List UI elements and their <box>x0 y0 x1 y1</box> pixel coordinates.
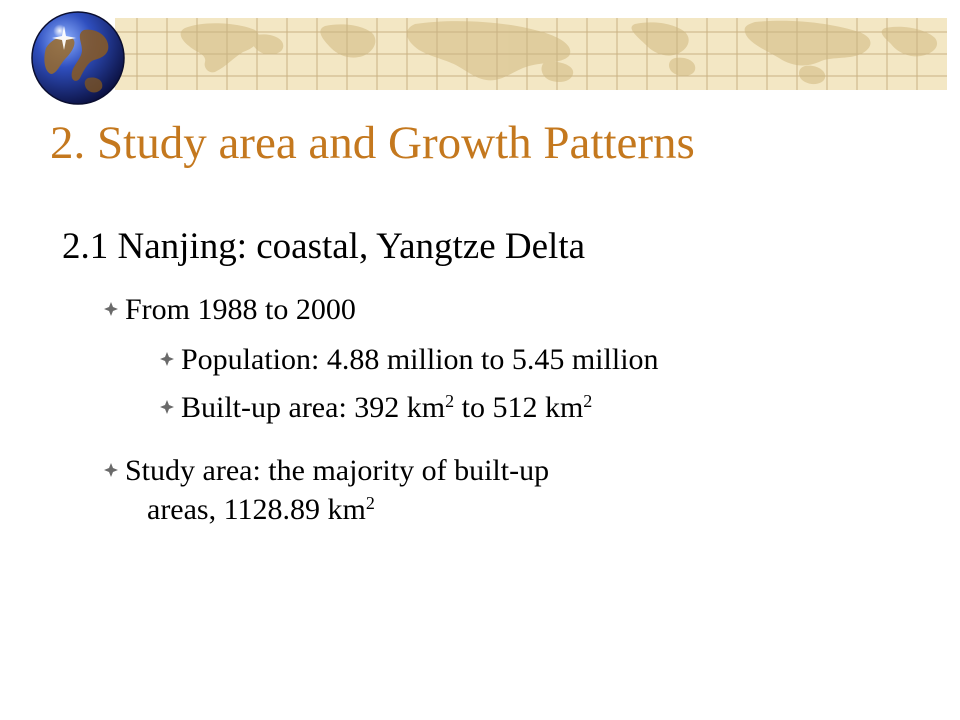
bullet-builtup-mid: to 512 km <box>454 391 584 424</box>
bullet-period <box>104 293 356 326</box>
builtup-superscript-1: 2 <box>445 391 455 412</box>
builtup-superscript-2: 2 <box>583 391 593 412</box>
bullet-study-area-continuation <box>147 493 375 526</box>
diamond-bullet-icon <box>160 352 174 366</box>
study-area-superscript: 2 <box>365 493 375 514</box>
bullet-population-text: Population: 4.88 million to 5.45 million <box>181 343 659 376</box>
diamond-bullet-icon <box>104 302 118 316</box>
bullet-population <box>160 343 659 376</box>
bullet-study-area <box>104 454 549 487</box>
diamond-bullet-icon <box>160 400 174 414</box>
diamond-bullet-icon <box>104 463 118 477</box>
bullet-study-area-line2: areas, 1128.89 km <box>147 493 366 526</box>
bullet-builtup-prefix: Built-up area: 392 km <box>181 391 446 424</box>
bullet-study-area-line1: Study area: the majority of built-up <box>125 454 550 487</box>
bullet-period-text: From 1988 to 2000 <box>125 293 356 326</box>
bullet-builtup <box>160 391 592 424</box>
slide-title: 2. Study area and Growth Patterns <box>50 117 695 169</box>
section-heading: 2.1 Nanjing: coastal, Yangtze Delta <box>62 226 586 267</box>
